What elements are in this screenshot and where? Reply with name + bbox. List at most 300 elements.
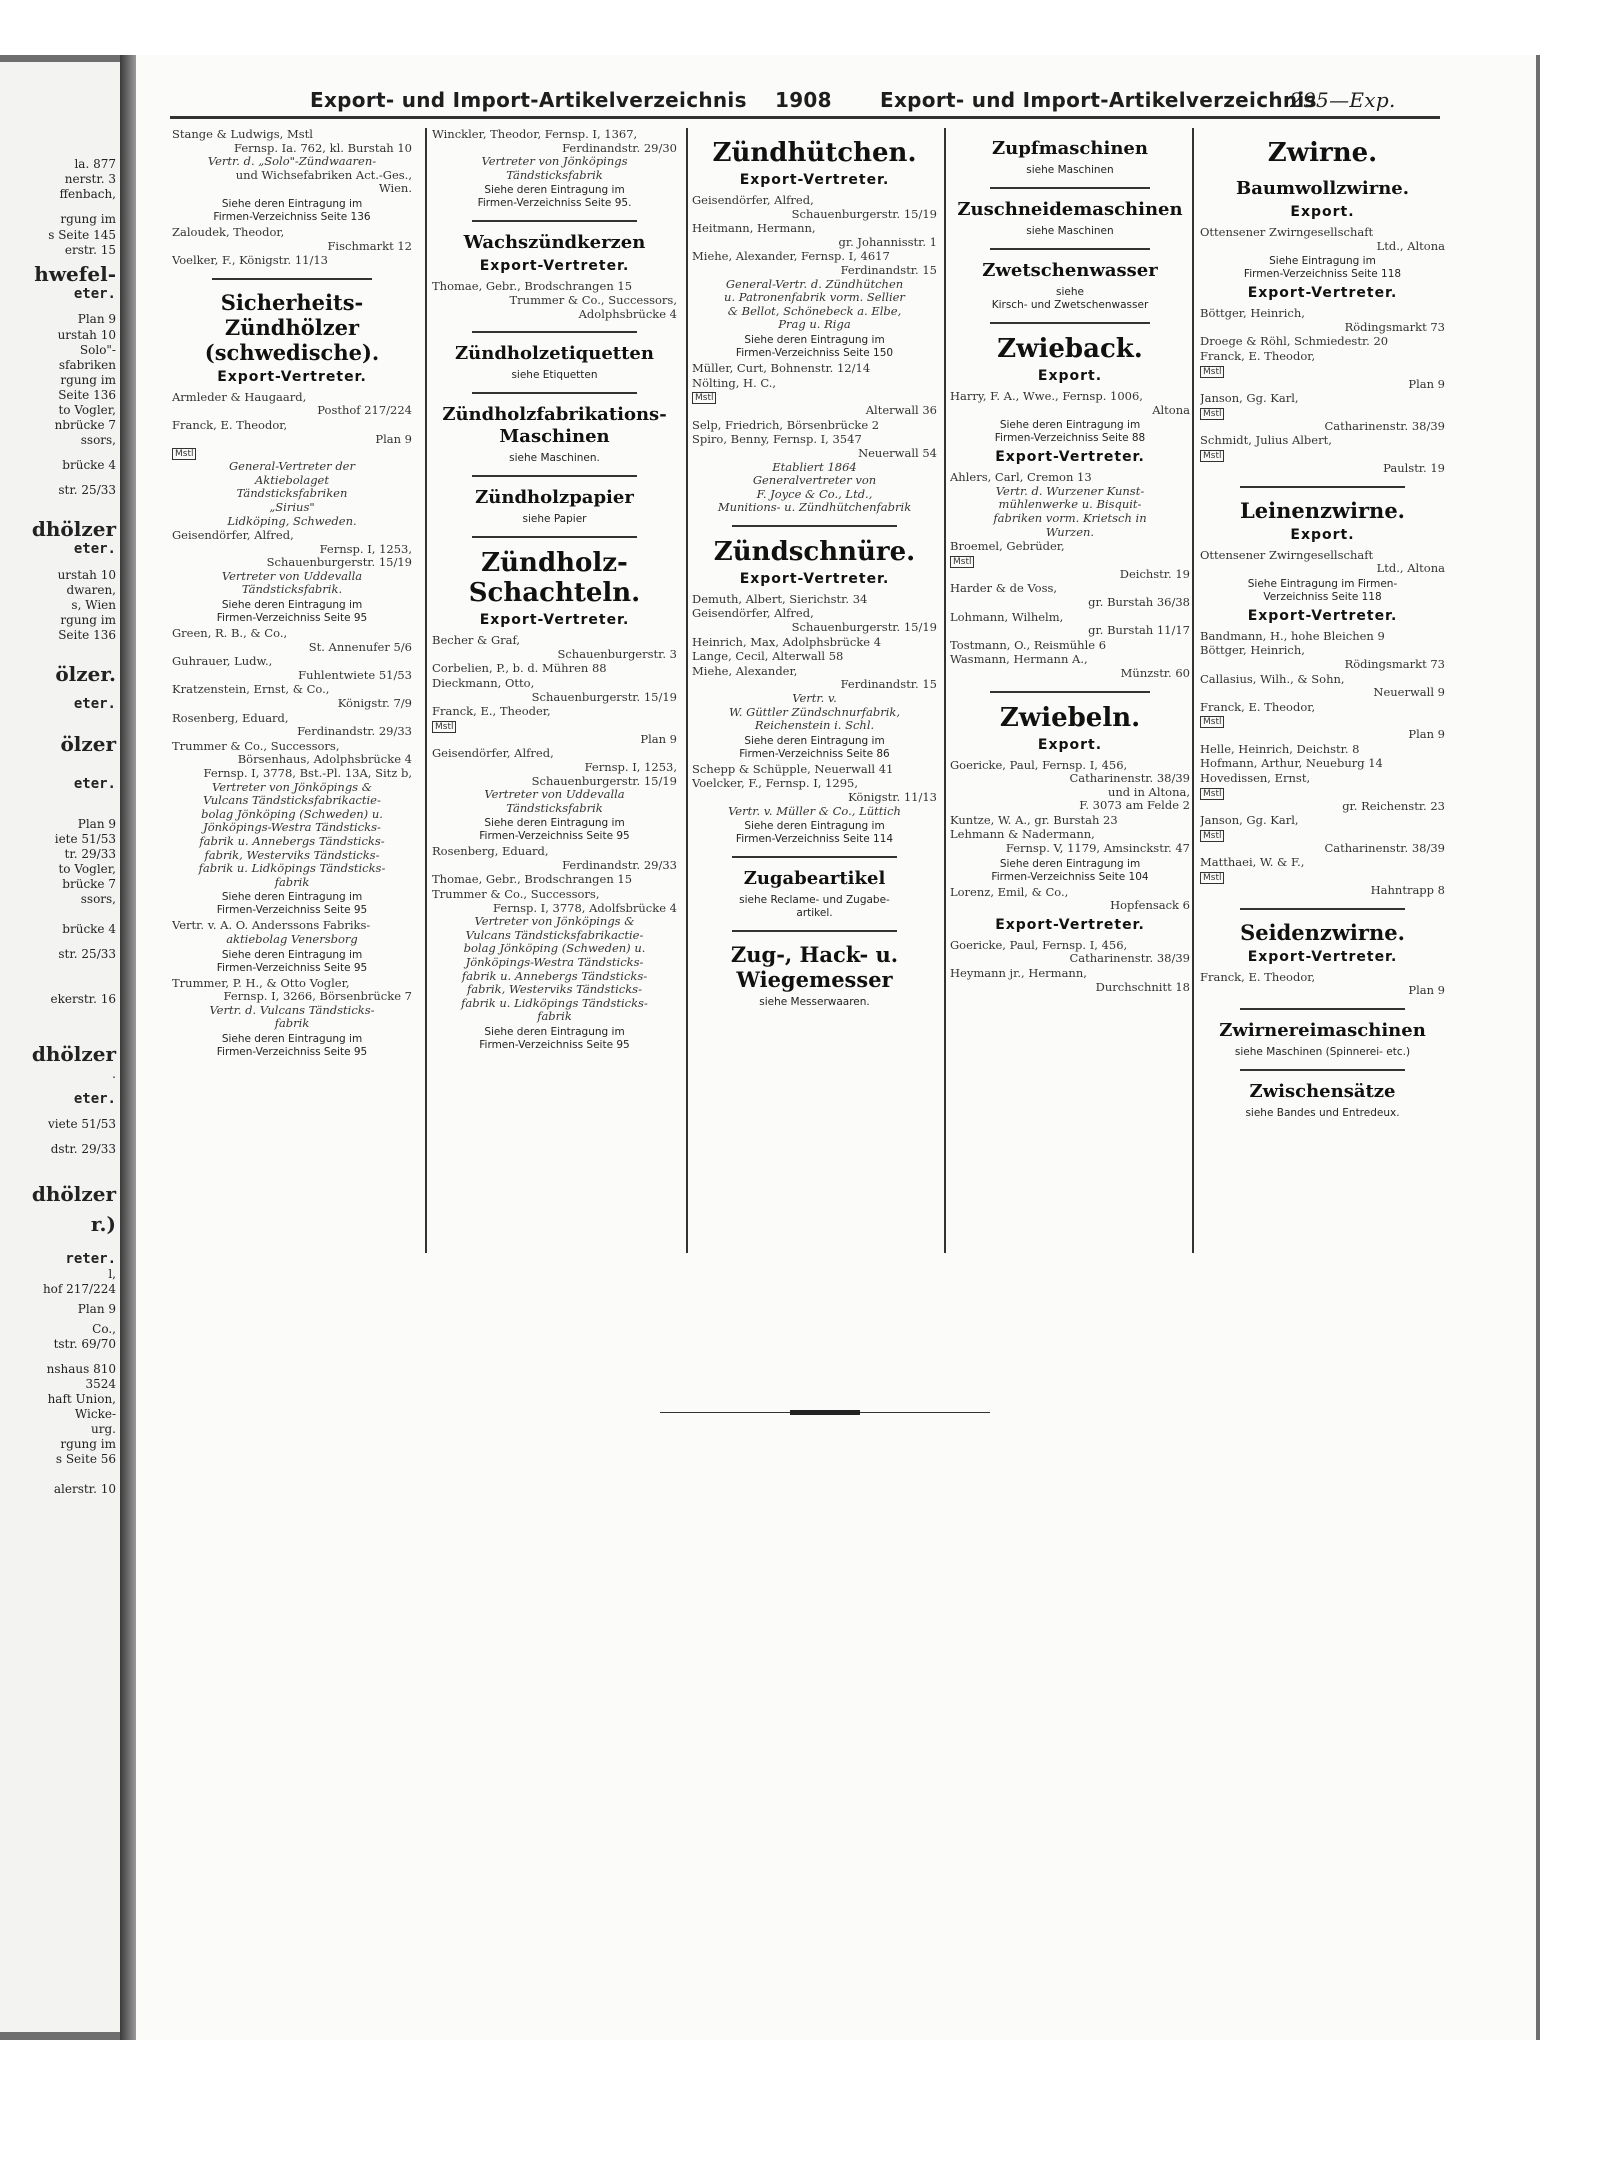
- entry-line: Thomae, Gebr., Brodschrangen 15: [432, 872, 633, 887]
- entry-line: Posthof 217/224: [317, 403, 412, 418]
- directory-entry: [1200, 434, 1445, 475]
- note-line: siehe Maschinen.: [509, 452, 600, 465]
- mstl-badge: Mstl: [1200, 716, 1224, 728]
- entry-line: Ferdinandstr. 29/30: [562, 140, 677, 155]
- directory-entry: [692, 607, 937, 634]
- left-page-text: dwaren,: [66, 583, 116, 597]
- entry-line: Schauenburgerstr. 15/19: [266, 555, 412, 570]
- directory-entry: [692, 194, 937, 221]
- reference-note: [692, 894, 937, 920]
- book-gutter: [120, 55, 136, 2040]
- reference-note: [692, 735, 937, 761]
- left-page-text: nbrücke 7: [54, 418, 116, 432]
- left-page-text: Co.,: [92, 1322, 116, 1336]
- section-rule: [472, 331, 637, 333]
- entry-line: Franck, E. Theodor,: [1200, 969, 1316, 984]
- entry-line: Corbelien, P., b. d. Mühren 88: [432, 661, 607, 676]
- entry-line: Stange & Ludwigs, Mstl: [172, 128, 313, 141]
- section-rule: [990, 691, 1150, 693]
- directory-entry: [172, 740, 412, 890]
- reference-note: [1200, 1107, 1445, 1120]
- note-line: Siehe Eintragung im Firmen-: [1247, 577, 1398, 590]
- entry-line: Wurzen.: [1045, 524, 1095, 539]
- reference-note: [692, 996, 937, 1009]
- mstl-badge: Mstl: [1200, 366, 1224, 378]
- entry-line: Börsenhaus, Adolphsbrücke 4: [237, 752, 412, 767]
- entry-line: Goericke, Paul, Fernsp. I, 456,: [950, 937, 1128, 952]
- section-rule: [732, 525, 897, 527]
- entry-line: Vertreter von Uddevalla: [484, 787, 625, 802]
- entry-line: und Wichsefabriken Act.-Ges.,: [235, 167, 412, 182]
- reference-note: [1200, 255, 1445, 281]
- subsection-label: Export-Vertreter.: [217, 368, 367, 385]
- entry-line: Winckler, Theodor, Fernsp. I, 1367,: [432, 128, 638, 141]
- note-line: Firmen-Verzeichniss Seite 88: [994, 432, 1146, 445]
- entry-line: Reichenstein i. Schl.: [754, 718, 875, 733]
- left-page-text: urstah 10: [57, 568, 116, 582]
- entry-line: Schauenburgerstr. 15/19: [791, 206, 937, 221]
- entry-line: Adolphsbrücke 4: [578, 306, 677, 321]
- entry-line: Tändsticksfabrik: [506, 167, 603, 182]
- column-divider: [686, 128, 688, 1253]
- left-page-text: eter.: [73, 776, 116, 792]
- reference-note: [172, 1033, 412, 1059]
- directory-entry: [692, 777, 937, 818]
- entry-line: Janson, Gg. Karl,: [1200, 813, 1299, 828]
- left-page-text: ölzer.: [55, 662, 116, 686]
- directory-entry: [692, 593, 937, 607]
- entry-line: [432, 719, 677, 733]
- note-line: Firmen-Verzeichniss Seite 104: [991, 870, 1149, 883]
- entry-line: fabrik u. Lidköpings Tändsticks-: [461, 995, 648, 1010]
- entry-line: Bandmann, H., hohe Bleichen 9: [1200, 628, 1385, 643]
- entry-line: Vulcans Tändsticksfabrikactie-: [203, 793, 381, 808]
- left-page-text: Plan 9: [77, 312, 116, 326]
- directory-entry: [950, 828, 1190, 855]
- left-page-text: Solo"-: [79, 343, 116, 357]
- entry-line: bolag Jönköping (Schweden) u.: [463, 941, 646, 956]
- entry-line: Goericke, Paul, Fernsp. I, 456,: [950, 757, 1128, 772]
- running-head-right: Export- und Import-Artikelverzeichnis: [880, 88, 1317, 112]
- entry-line: fabrik: [537, 1009, 572, 1024]
- entry-line: Böttger, Heinrich,: [1200, 643, 1305, 658]
- directory-entry: [950, 886, 1190, 913]
- section-rule: [990, 248, 1150, 250]
- entry-line: Tändsticksfabrik.: [241, 582, 343, 597]
- mstl-badge: Mstl: [1200, 872, 1224, 884]
- entry-line: [1200, 828, 1445, 842]
- entry-line: Rosenberg, Eduard,: [432, 844, 549, 859]
- entry-line: Catharinenstr. 38/39: [1069, 771, 1190, 786]
- left-page-text: alerstr. 10: [53, 1482, 116, 1496]
- entry-line: Wasmann, Hermann A.,: [950, 652, 1088, 667]
- directory-entry: [432, 128, 677, 182]
- note-line: Firmen-Verzeichniss Seite 86: [739, 747, 890, 760]
- entry-line: Nölting, H. C.,: [692, 375, 777, 390]
- mstl-badge: Mstl: [950, 556, 974, 568]
- entry-line: Franck, E. Theodor,: [1200, 348, 1316, 363]
- note-line: siehe Maschinen: [1026, 225, 1114, 237]
- entry-line: Ferdinandstr. 29/33: [297, 724, 412, 739]
- entry-line: Rödingsmarkt 73: [1344, 656, 1445, 671]
- subsection-label: Export-Vertreter.: [1247, 285, 1398, 302]
- reference-note: [950, 164, 1190, 177]
- left-page-text: brücke 4: [62, 922, 116, 936]
- entry-line: [1200, 870, 1445, 884]
- entry-line: Plan 9: [1408, 983, 1445, 998]
- mstl-badge: Mstl: [432, 721, 456, 733]
- entry-line: Ferdinandstr. 15: [840, 262, 937, 277]
- entry-line: Vertreter von Jönköpings &: [474, 914, 635, 929]
- note-line: Siehe deren Eintragung im: [484, 184, 625, 197]
- entry-line: Heinrich, Max, Adolphsbrücke 4: [692, 634, 882, 649]
- reference-note: [692, 334, 937, 360]
- section-heading: Zündholzfabrikations-Maschinen: [442, 404, 667, 448]
- running-head: [170, 88, 1440, 122]
- left-page-text: s Seite 145: [48, 228, 116, 242]
- left-page-text: nerstr. 3: [64, 172, 116, 186]
- left-page-text: r.): [90, 1212, 116, 1236]
- note-line: Firmen-Verzeichniss Seite 95: [216, 1045, 368, 1058]
- entry-line: Deichstr. 19: [1119, 566, 1190, 581]
- left-page-text: str. 25/33: [58, 483, 116, 497]
- entry-line: fabrik u. Annebergs Tändsticks-: [461, 968, 648, 983]
- left-page-text: Seite 136: [58, 628, 116, 642]
- section-rule: [990, 187, 1150, 189]
- entry-line: [950, 554, 1190, 568]
- directory-entry: [172, 683, 412, 710]
- entry-line: Heitmann, Hermann,: [692, 221, 816, 236]
- directory-entry: [950, 639, 1190, 653]
- directory-entry: [1200, 743, 1445, 757]
- entry-line: Hovedissen, Ernst,: [1200, 771, 1311, 786]
- note-line: Firmen-Verzeichniss Seite 95: [479, 830, 630, 843]
- entry-line: Königstr. 11/13: [848, 790, 937, 804]
- running-head-left: Export- und Import-Artikelverzeichnis: [310, 88, 747, 112]
- note-line: Firmen-Verzeichniss Seite 95.: [477, 197, 632, 210]
- section-rule: [472, 392, 637, 394]
- left-page-text: l,: [108, 1267, 116, 1281]
- directory-entry: [692, 222, 937, 249]
- entry-line: Fernsp. I, 3266, Börsenbrücke 7: [223, 989, 412, 1004]
- mstl-badge: Mstl: [1200, 830, 1224, 842]
- entry-line: Jönköpings-Westra Tändsticks-: [203, 820, 381, 835]
- entry-line: Plan 9: [640, 731, 677, 746]
- entry-line: Harder & de Voss,: [950, 581, 1058, 596]
- section-heading: Zwirnereimaschinen: [1219, 1019, 1426, 1041]
- entry-line: gr. Johannisstr. 1: [838, 234, 937, 249]
- entry-line: Voelcker, F., Fernsp. I, 1295,: [692, 776, 858, 791]
- left-page-text: eter.: [73, 541, 116, 557]
- entry-line: Neuerwall 9: [1373, 685, 1445, 700]
- note-line: Siehe deren Eintragung im: [999, 419, 1141, 432]
- reference-note: [172, 599, 412, 625]
- entry-line: Königstr. 7/9: [337, 696, 412, 711]
- note-line: siehe: [1056, 286, 1084, 298]
- entry-line: Trummer & Co., Successors,: [432, 887, 600, 902]
- left-page-text: eter.: [73, 286, 116, 302]
- section-heading: Zug-, Hack- u. Wiegemesser: [730, 942, 899, 993]
- left-page-text: tstr. 69/70: [53, 1337, 116, 1351]
- reference-note: [950, 286, 1190, 312]
- note-line: Siehe deren Eintragung im: [744, 820, 885, 833]
- left-page-text: str. 25/33: [58, 947, 116, 961]
- directory-entry: [950, 759, 1190, 813]
- entry-line: Münzstr. 60: [1120, 665, 1190, 680]
- entry-line: Trummer & Co., Successors,: [172, 738, 340, 753]
- left-page-text: Wicke-: [74, 1407, 116, 1421]
- reference-note: [172, 891, 412, 917]
- subsection-label: Export.: [1290, 204, 1355, 220]
- section-heading: Zündholzpapier: [475, 487, 634, 509]
- left-page-text: Seite 136: [58, 388, 116, 402]
- entry-line: [1200, 364, 1445, 378]
- subsection-label: Export.: [1037, 368, 1103, 384]
- mstl-badge: Mstl: [1200, 788, 1224, 800]
- entry-line: Geisendörfer, Alfred,: [172, 528, 294, 543]
- left-page-text: ssors,: [80, 433, 116, 447]
- reference-note: [692, 820, 937, 846]
- directory-entry: [692, 636, 937, 650]
- entry-line: Hofmann, Arthur, Neueburg 14: [1200, 756, 1383, 771]
- left-page-text: 3524: [85, 1377, 116, 1391]
- entry-line: Tändsticksfabrik: [506, 800, 603, 815]
- entry-line: Hopfensack 6: [1110, 898, 1190, 913]
- note-line: Siehe Eintragung im: [1269, 255, 1376, 268]
- entry-line: Miehe, Alexander,: [692, 663, 798, 678]
- entry-line: Geisendörfer, Alfred,: [692, 606, 814, 621]
- entry-line: Rosenberg, Eduard,: [172, 710, 289, 725]
- section-heading: Zugabeartikel: [743, 868, 886, 890]
- entry-line: Zaloudek, Theodor,: [172, 224, 285, 239]
- entry-line: fabrik: [274, 874, 310, 889]
- column-1: [172, 128, 412, 1258]
- left-page-text: iete 51/53: [54, 832, 116, 846]
- section-heading: Zwetschenwasser: [982, 260, 1158, 281]
- entry-line: Vertr. d. „Solo"-Zündwaaren-: [207, 154, 377, 169]
- reference-note: [950, 858, 1190, 884]
- directory-entry: [1200, 226, 1445, 253]
- entry-line: Selp, Friedrich, Börsenbrücke 2: [692, 417, 880, 432]
- left-page-text: dhölzer: [31, 517, 116, 541]
- entry-line: gr. Burstah 11/17: [1088, 623, 1190, 638]
- directory-entry: [950, 939, 1190, 966]
- directory-entry: [692, 377, 937, 418]
- entry-line: „Sirius": [269, 499, 315, 514]
- entry-line: Fernsp. Ia. 762, kl. Burstah 10: [234, 140, 412, 155]
- entry-line: fabriken vorm. Krietsch in: [993, 510, 1147, 525]
- entry-line: Wien.: [378, 181, 412, 196]
- directory-entry: [172, 419, 412, 528]
- directory-entry: [432, 873, 677, 887]
- entry-line: Ltd., Altona: [1376, 238, 1445, 253]
- entry-line: Franck, E. Theodor,: [172, 417, 288, 432]
- directory-entry: [432, 888, 677, 1024]
- subsection-label: Export-Vertreter.: [739, 570, 890, 587]
- entry-line: Trummer & Co., Successors,: [509, 292, 677, 307]
- directory-entry: [1200, 549, 1445, 576]
- left-page-text: brücke 7: [62, 877, 116, 891]
- directory-entry: [1200, 630, 1445, 644]
- directory-entry: [172, 712, 412, 739]
- entry-line: Ahlers, Carl, Cremon 13: [950, 470, 1092, 485]
- section-rule: [472, 475, 637, 477]
- entry-line: aktiebolag Venersborg: [226, 931, 358, 946]
- entry-line: fabrik, Westerviks Tändsticks-: [467, 982, 642, 997]
- reference-note: [432, 369, 677, 382]
- mstl-badge: Mstl: [172, 448, 196, 460]
- end-ornament: [660, 1410, 990, 1416]
- directory-entry: [692, 419, 937, 433]
- entry-line: [1200, 714, 1445, 728]
- section-heading: Zündschnüre.: [713, 536, 916, 567]
- reference-note: [950, 419, 1190, 445]
- entry-line: Plan 9: [1408, 376, 1445, 391]
- left-page-text: Plan 9: [77, 817, 116, 831]
- entry-line: [692, 390, 937, 404]
- entry-line: Dieckmann, Otto,: [432, 675, 535, 690]
- entry-line: Fernsp. I, 3778, Bst.-Pl. 13A, Sitz b,: [203, 766, 412, 780]
- directory-entry: [172, 655, 412, 682]
- entry-line: Trummer, P. H., & Otto Vogler,: [172, 975, 350, 990]
- section-heading: Zündholzetiquetten: [455, 343, 654, 365]
- entry-line: Ottensener Zwirngesellschaft: [1200, 225, 1374, 239]
- entry-line: Droege & Röhl, Schmiedestr. 20: [1200, 334, 1389, 349]
- entry-line: Guhrauer, Ludw.,: [172, 654, 273, 669]
- section-heading: Leinenzwirne.: [1240, 497, 1405, 523]
- left-page-text: .: [112, 1067, 116, 1081]
- directory-entry: [1200, 350, 1445, 391]
- column-divider: [944, 128, 946, 1253]
- entry-line: fabrik u. Lidköpings Tändsticks-: [198, 861, 386, 876]
- note-line: Firmen-Verzeichniss Seite 95: [216, 961, 368, 974]
- directory-entry: [172, 919, 412, 946]
- entry-line: Ferdinandstr. 29/33: [562, 857, 677, 872]
- entry-line: Plan 9: [1408, 727, 1445, 742]
- entry-line: Vulcans Tändsticksfabrikactie-: [465, 927, 644, 942]
- note-line: Kirsch- und Zwetschenwasser: [991, 299, 1149, 311]
- directory-entry: [1200, 673, 1445, 700]
- entry-line: Matthaei, W. & F.,: [1200, 855, 1305, 870]
- section-rule: [1240, 486, 1405, 488]
- reference-note: [432, 184, 677, 210]
- left-page-text: hof 217/224: [42, 1282, 116, 1296]
- entry-line: Voelker, F., Königstr. 11/13: [172, 253, 328, 268]
- note-line: siehe Bandes und Entredeux.: [1245, 1106, 1400, 1119]
- entry-line: & Bellot, Schönebeck a. Elbe,: [727, 303, 902, 318]
- directory-entry: [1200, 335, 1445, 349]
- note-line: Siehe deren Eintragung im: [484, 817, 625, 830]
- note-line: Firmen-Verzeichniss Seite 114: [735, 833, 894, 846]
- entry-line: Vertreter von Uddevalla: [221, 568, 363, 583]
- reference-note: [1200, 578, 1445, 604]
- page-number: 295—Exp.: [1290, 88, 1396, 112]
- left-page-text: rgung im: [60, 1437, 116, 1451]
- subsection-label: Export-Vertreter.: [479, 258, 630, 275]
- directory-entry: [950, 582, 1190, 609]
- mstl-badge: Mstl: [1200, 408, 1224, 420]
- section-heading: Sicherheits-Zündhölzer (schwedische).: [204, 289, 380, 365]
- entry-line: Geisendörfer, Alfred,: [432, 746, 554, 761]
- entry-line: Catharinenstr. 38/39: [1324, 418, 1445, 433]
- note-line: siehe Etiquetten: [511, 369, 598, 382]
- reference-note: [432, 1026, 677, 1052]
- entry-line: Fernsp. V, 1179, Amsinckstr. 47: [1005, 841, 1190, 856]
- column-5: [1200, 128, 1445, 1258]
- note-line: Siehe deren Eintragung im: [484, 1026, 625, 1038]
- entry-line: Thomae, Gebr., Brodschrangen 15: [432, 279, 633, 294]
- entry-line: Fernsp. I, 1253,: [584, 759, 677, 774]
- running-head-year: 1908: [775, 88, 832, 112]
- entry-line: Vertr. v. A. O. Anderssons Fabriks-: [172, 918, 371, 933]
- entry-line: [1200, 406, 1445, 420]
- entry-line: Schauenburgerstr. 3: [557, 646, 677, 661]
- entry-line: Armleder & Haugaard,: [172, 389, 307, 404]
- entry-line: Etabliert 1864: [772, 459, 857, 474]
- left-page-text: to Vogler,: [58, 403, 116, 417]
- entry-line: Vertr. v. Müller & Co., Lüttich: [728, 803, 901, 818]
- entry-line: bolag Jönköping (Schweden) u.: [201, 806, 383, 821]
- directory-entry: [172, 627, 412, 654]
- directory-entry: [1200, 856, 1445, 897]
- reference-note: [432, 452, 677, 465]
- left-page-text: rgung im: [60, 212, 116, 226]
- entry-line: Callasius, Wilh., & Sohn,: [1200, 671, 1345, 686]
- subsection-label: Export-Vertreter.: [479, 612, 630, 629]
- entry-line: Geisendörfer, Alfred,: [692, 193, 814, 207]
- entry-line: Lehmann & Nadermann,: [950, 827, 1095, 842]
- mstl-badge: Mstl: [692, 392, 716, 404]
- subsection-label: Export-Vertreter.: [1247, 948, 1398, 965]
- entry-line: Green, R. B., & Co.,: [172, 626, 288, 641]
- entry-line: Fernsp. I, 1253,: [319, 541, 412, 556]
- directory-entry: [432, 845, 677, 872]
- entry-line: Generalvertreter von: [752, 473, 877, 488]
- left-page-text: urstah 10: [57, 328, 116, 342]
- section-rule: [990, 322, 1150, 324]
- entry-line: u. Patronenfabrik vorm. Sellier: [724, 290, 905, 305]
- directory-entry: [950, 540, 1190, 581]
- entry-line: St. Annenufer 5/6: [308, 639, 412, 654]
- directory-entry: [950, 653, 1190, 680]
- directory-entry: [950, 471, 1190, 539]
- entry-line: mühlenwerke u. Bisquit-: [998, 497, 1142, 512]
- note-line: Siehe deren Eintragung im: [221, 891, 363, 904]
- entry-line: W. Güttler Zündschnurfabrik,: [728, 704, 901, 719]
- left-page-text: viete 51/53: [47, 1117, 116, 1131]
- section-heading: Zündholz-Schachteln.: [468, 548, 641, 609]
- head-rule: [170, 116, 1440, 119]
- note-line: Firmen-Verzeichniss Seite 95: [479, 1039, 630, 1051]
- note-line: siehe Maschinen: [1026, 164, 1114, 176]
- entry-line: und in Altona,: [1107, 784, 1190, 799]
- note-line: Siehe deren Eintragung im: [744, 333, 885, 346]
- entry-line: Vertr. d. Wurzener Kunst-: [995, 483, 1145, 498]
- entry-line: F. Joyce & Co., Ltd.,: [756, 486, 873, 501]
- note-line: Firmen-Verzeichniss Seite 95: [216, 904, 368, 917]
- entry-line: Schepp & Schüpple, Neuerwall 41: [692, 761, 894, 776]
- section-rule: [472, 536, 637, 538]
- note-line: artikel.: [796, 907, 833, 920]
- directory-entry: [432, 662, 677, 676]
- reference-note: [1200, 1046, 1445, 1059]
- entry-line: [1200, 448, 1445, 462]
- entry-line: Plan 9: [375, 431, 412, 446]
- entry-line: Aktiebolaget: [255, 472, 329, 487]
- entry-line: fabrik: [274, 1016, 310, 1031]
- directory-entry: [172, 529, 412, 597]
- note-line: Verzeichniss Seite 118: [1263, 590, 1382, 603]
